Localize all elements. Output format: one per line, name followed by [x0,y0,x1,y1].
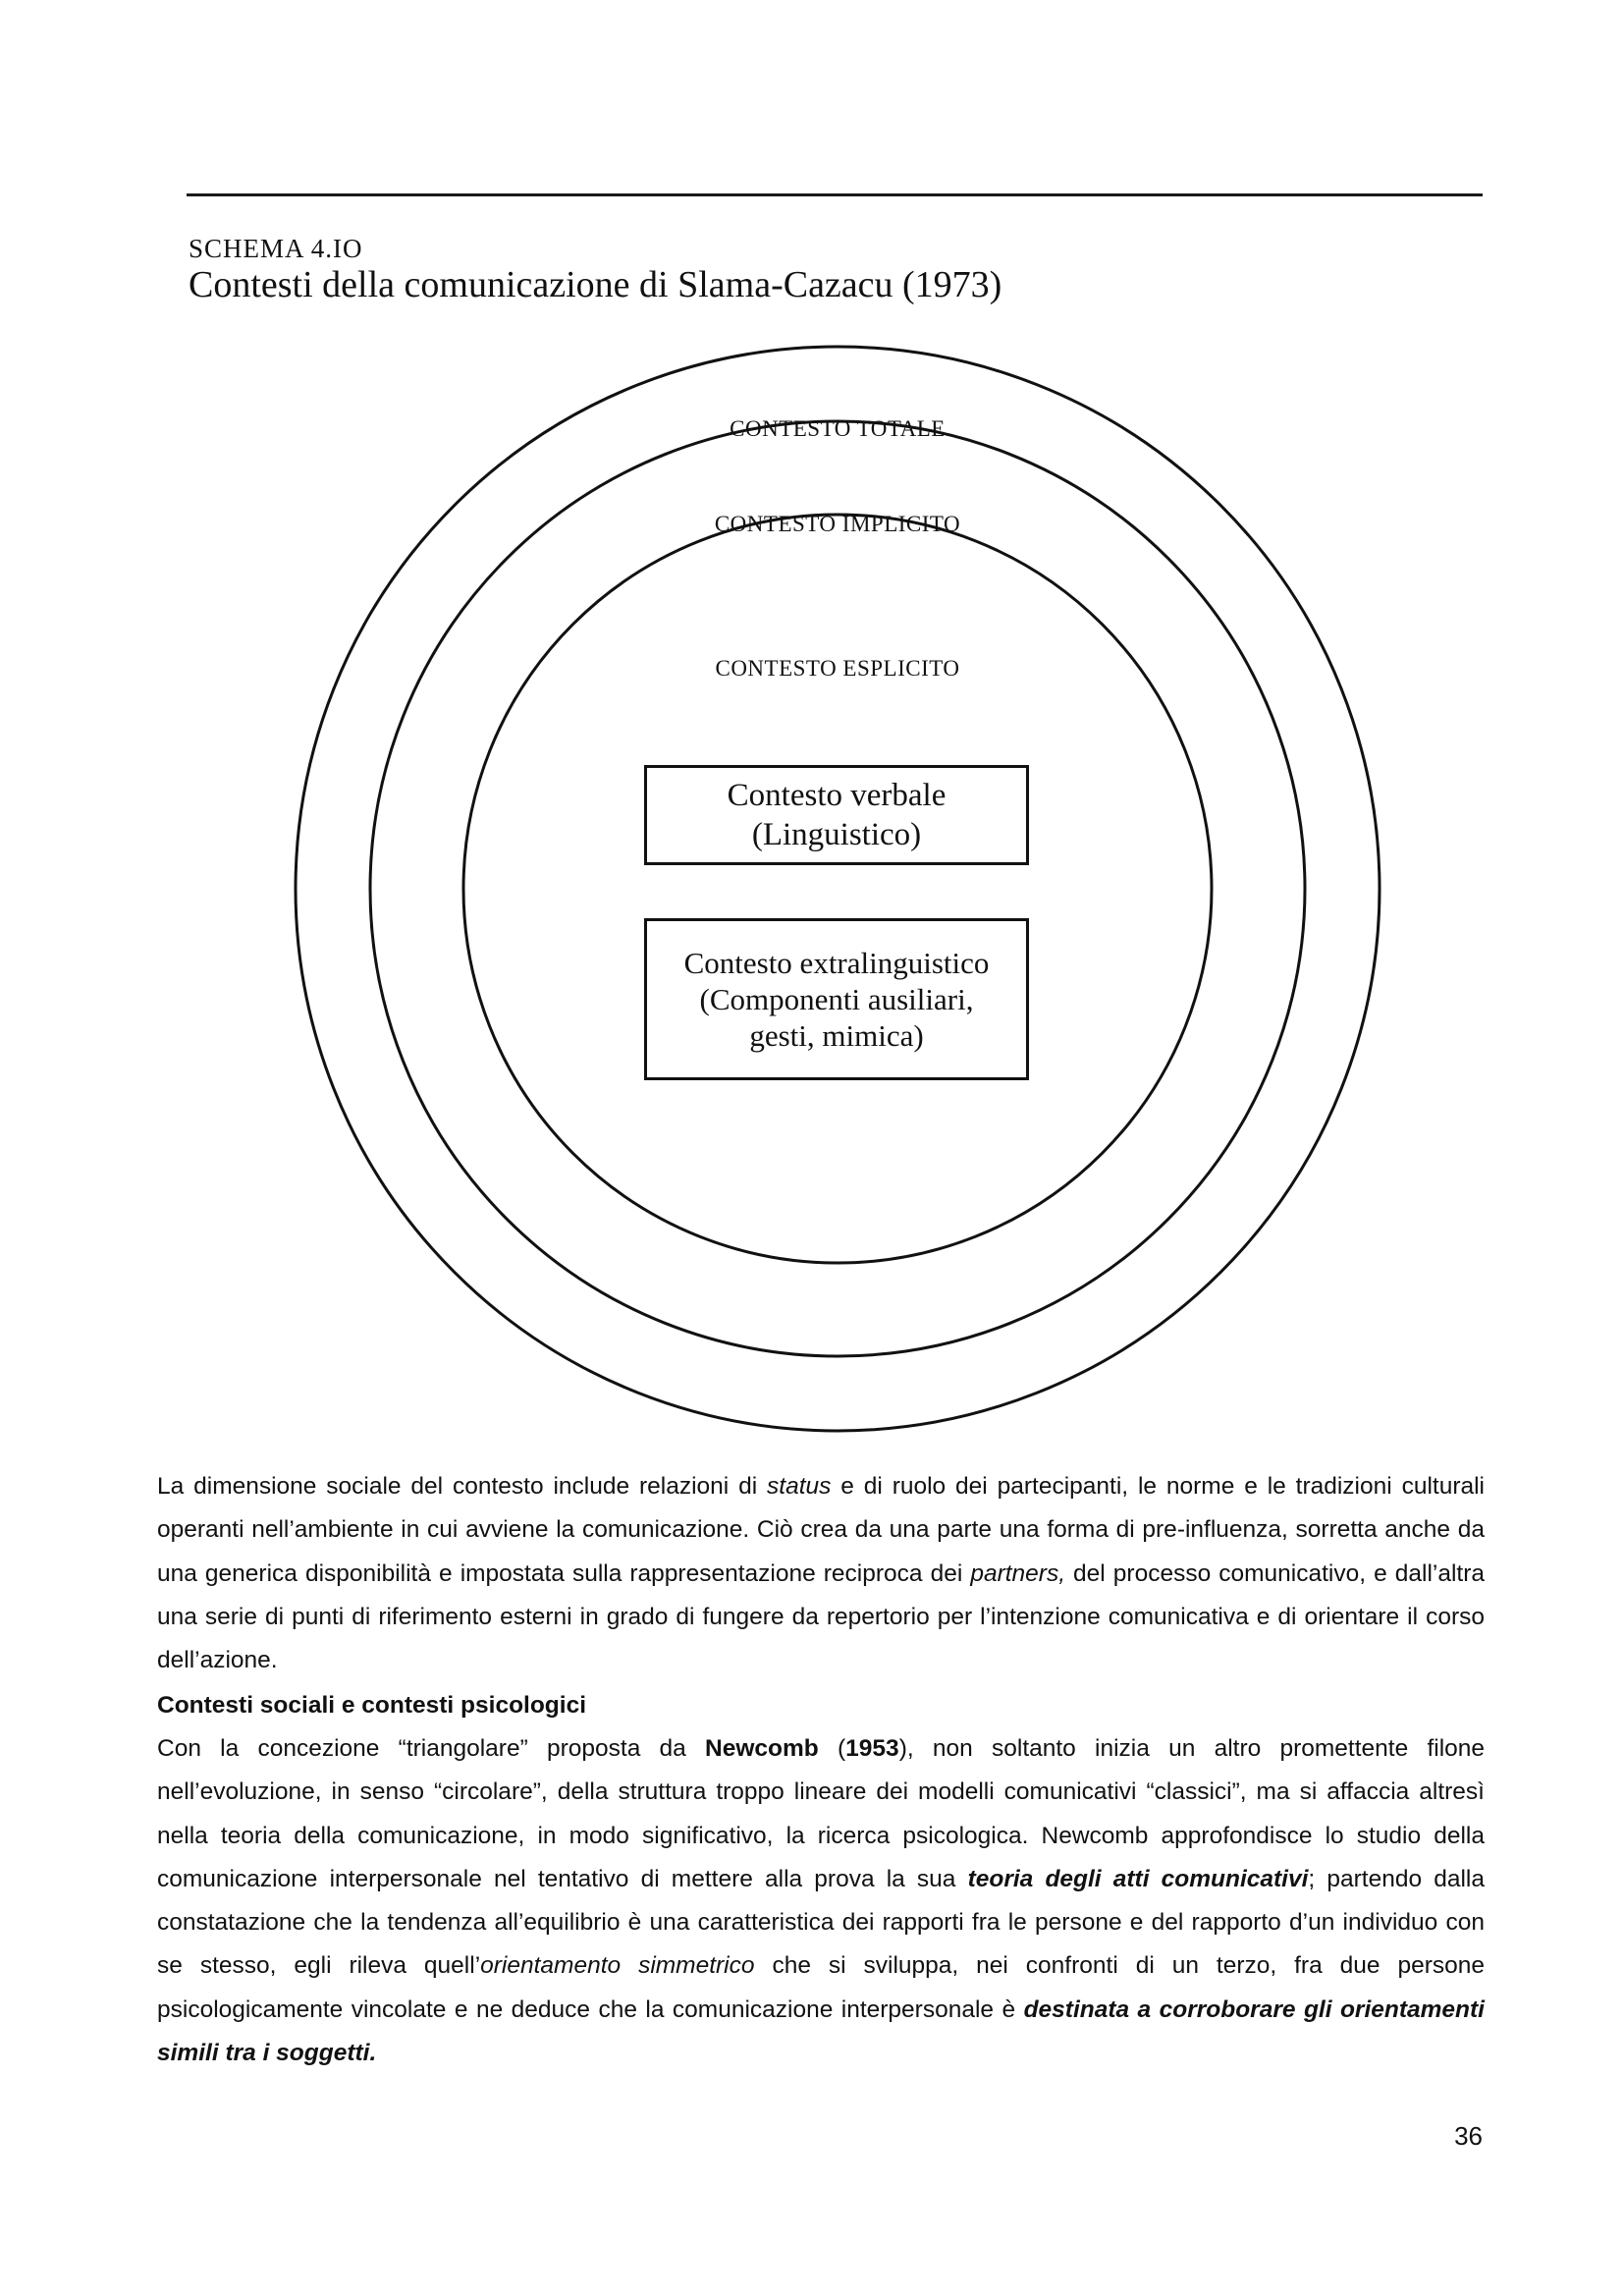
para2-text: Con la concezione “triangolare” proposta da [157,1735,706,1762]
schema-title: Contesti della comunicazione di Slama-Cazacu (1973) [189,264,1002,305]
middle-context-label: CONTESTO IMPLICITO [714,512,961,536]
middle-circle [370,421,1305,1356]
para2-text: ; partendo dalla constatazione che la tendenza all’equilibrio è una caratteristica dei rapporti fra le persone e del rapporto d’un individuo con se stesso, egli rileva quell’ [157,1865,1486,1980]
inner-circle [463,515,1212,1263]
page-number: 36 [1454,2121,1483,2151]
schema-label: SCHEMA 4.IO [189,234,363,263]
paragraph-newcomb [157,1727,1485,2075]
para2-bold-newcomb: Newcomb [705,1735,819,1762]
para2-text: ( [818,1735,846,1762]
verbal-context-box [644,765,1029,865]
para2-bold-year: 1953 [845,1735,899,1762]
para1-text: e di ruolo dei partecipanti, le norme e le tradizioni culturali operanti nell’ambiente in cui avviene la comunicazione. Ciò crea da una parte una forma di pre-influenza, sorretta anche da una generica disponibilità e impostata sulla rappresentazione reciproca dei [157,1473,1485,1587]
section-heading: Contesti sociali e contesti psicologici [157,1692,587,1719]
para1-text: La dimensione sociale del contesto include relazioni di [157,1473,768,1500]
para2-text: ), non soltanto inizia un altro promettente filone nell’evoluzione, in senso “circolare”, della struttura troppo lineare dei modelli comunicativi “classici”, ma si affaccia altresì nella teoria della comunicazione, in modo significativo, la ricerca psicologica. Newcomb approfondisce lo studio della comunicazione interpersonale nel tentativo di mettere alla prova la sua [157,1735,1486,1892]
para1-italic-status: status [767,1473,832,1500]
para2-italic-orientation: orientamento simmetrico [480,1952,755,1980]
outer-context-label: CONTESTO TOTALE [730,416,946,441]
extralinguistic-context-box [644,918,1029,1080]
para1-text: del processo comunicativo, e dall’altra una serie di punti di riferimento esterni in grado di fungere da repertorio per l’intenzione comunicativa e di orientare il corso dell’azione. [157,1559,1485,1674]
extra-box-line1: Contesto extralinguistico [683,946,990,980]
paragraph-social-dimension [157,1465,1485,1682]
para1-italic-partners: partners, [970,1559,1065,1587]
outer-circle [296,347,1380,1431]
extra-box-line2: (Componenti ausiliari, [699,982,974,1016]
verbal-box-line1: Contesto verbale [727,778,947,813]
extra-box-line3: gesti, mimica) [749,1018,924,1053]
para2-bold-italic-theory: teoria degli atti comunicativi [967,1865,1309,1892]
para2-text: che si sviluppa, nei confronti di un terzo, fra due persone psicologicamente vincolate e ne deduce che la comunicazione interpersonale è [157,1952,1486,2023]
verbal-box-line2: (Linguistico) [751,817,922,852]
inner-context-label: CONTESTO ESPLICITO [715,656,960,681]
para2-bold-italic-conclusion: destinata a corroborare gli orientamenti simili tra i soggetti. [157,1995,1485,2067]
